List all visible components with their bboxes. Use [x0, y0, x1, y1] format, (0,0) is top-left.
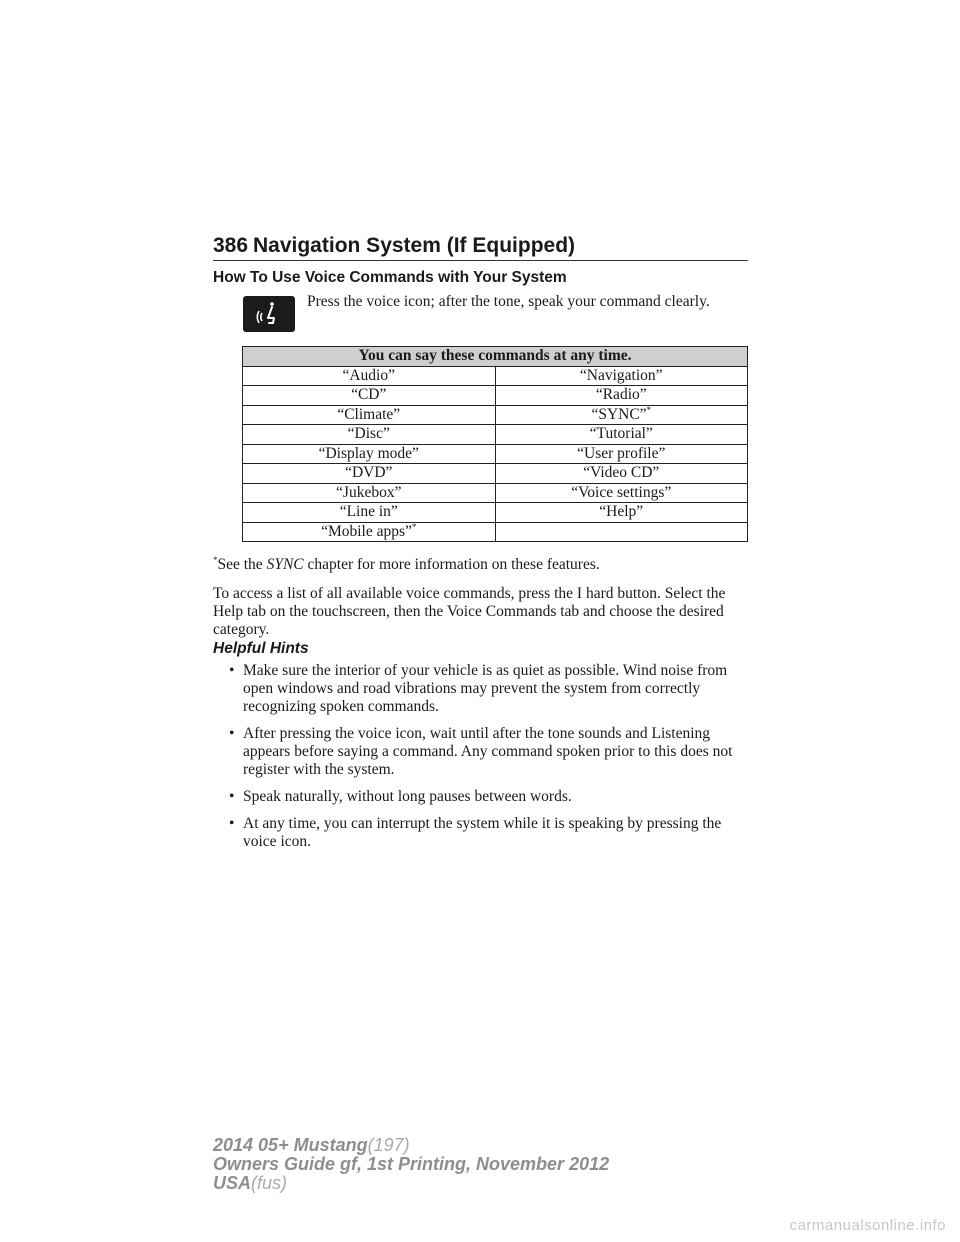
bullet: • [229, 815, 235, 832]
bullet: • [229, 788, 235, 805]
hint-text: Make sure the interior of your vehicle is as quiet as possible. Wind noise from open windows and road vibrations may prevent the system from correctly recognizing spoken commands. [243, 662, 728, 715]
table-cell: “Line in” [243, 503, 496, 523]
footer-printing: Owners Guide gf, 1st Printing, November 2012 [213, 1154, 610, 1174]
bullet: • [229, 725, 235, 742]
table-cell: “User profile” [495, 444, 748, 464]
access-paragraph: To access a list of all available voice commands, press the I hard button. Select the Help tab on the touchscreen, then the Voice Commands tab and choose the desired category. [213, 585, 726, 638]
table-cell [243, 522, 496, 542]
footnote-mark: * [411, 521, 417, 532]
table-row [243, 366, 748, 386]
table-row [243, 405, 748, 425]
footer-line-1 [213, 1136, 609, 1155]
footer-line-3 [213, 1174, 609, 1193]
table-row [243, 444, 748, 464]
table-cell [495, 405, 748, 425]
page-number: 386 [213, 234, 249, 257]
footer-code: (197) [367, 1135, 410, 1155]
table-row [243, 425, 748, 445]
bullet: • [229, 662, 235, 679]
table-row [243, 386, 748, 406]
table-cell: “DVD” [243, 464, 496, 484]
print-footer [213, 1136, 609, 1193]
section-title: Navigation System (If Equipped) [253, 234, 576, 257]
table-cell: “Navigation” [495, 366, 748, 386]
cell-text: “Mobile apps” [321, 522, 412, 540]
list-item [213, 662, 748, 716]
table-cell: “Voice settings” [495, 483, 748, 503]
list-item [213, 788, 748, 806]
voice-commands-heading: How To Use Voice Commands with Your System [213, 269, 567, 286]
table-cell [495, 522, 748, 542]
page-header [213, 232, 748, 261]
table-cell: “Tutorial” [495, 425, 748, 445]
table-footnote [213, 556, 748, 574]
hint-text: At any time, you can interrupt the system while it is speaking by pressing the voice icon. [243, 815, 722, 850]
footnote-prefix: See the [217, 556, 267, 573]
table-cell: “Climate” [243, 405, 496, 425]
hints-list [213, 662, 748, 860]
commands-table [242, 346, 748, 542]
footnote-emphasis: SYNC [266, 556, 304, 573]
table-cell: “Disc” [243, 425, 496, 445]
footnote-mark: * [213, 555, 218, 565]
table-row [243, 464, 748, 484]
footnote-suffix: chapter for more information on these features. [303, 556, 600, 573]
hint-text: Speak naturally, without long pauses between words. [243, 788, 572, 805]
table-cell: “Video CD” [495, 464, 748, 484]
helpful-hints-heading: Helpful Hints [213, 640, 309, 657]
hint-text: After pressing the voice icon, wait until after the tone sounds and Listening appears before saying a command. Any command spoken prior to this does not register with the system. [243, 725, 733, 778]
intro-text: Press the voice icon; after the tone, speak your command clearly. [307, 293, 710, 310]
footer-region: USA [213, 1173, 252, 1193]
footer-region-code: (fus) [251, 1173, 288, 1193]
table-cell: “Help” [495, 503, 748, 523]
table-row [243, 503, 748, 523]
footer-line-2 [213, 1155, 609, 1174]
table-cell: “Radio” [495, 386, 748, 406]
footer-model: 2014 05+ Mustang [213, 1135, 368, 1155]
table-cell: “Jukebox” [243, 483, 496, 503]
cell-text: “SYNC” [591, 405, 647, 423]
table-cell: “Display mode” [243, 444, 496, 464]
table-row [243, 522, 748, 542]
table-cell: “CD” [243, 386, 496, 406]
table-row [243, 483, 748, 503]
watermark: carmanualsonline.info [789, 1217, 946, 1234]
list-item [213, 725, 748, 779]
voice-icon [243, 296, 295, 332]
table-cell: “Audio” [243, 366, 496, 386]
footnote-mark: * [646, 404, 652, 415]
commands-table-header: You can say these commands at any time. [243, 347, 748, 367]
list-item [213, 815, 748, 851]
